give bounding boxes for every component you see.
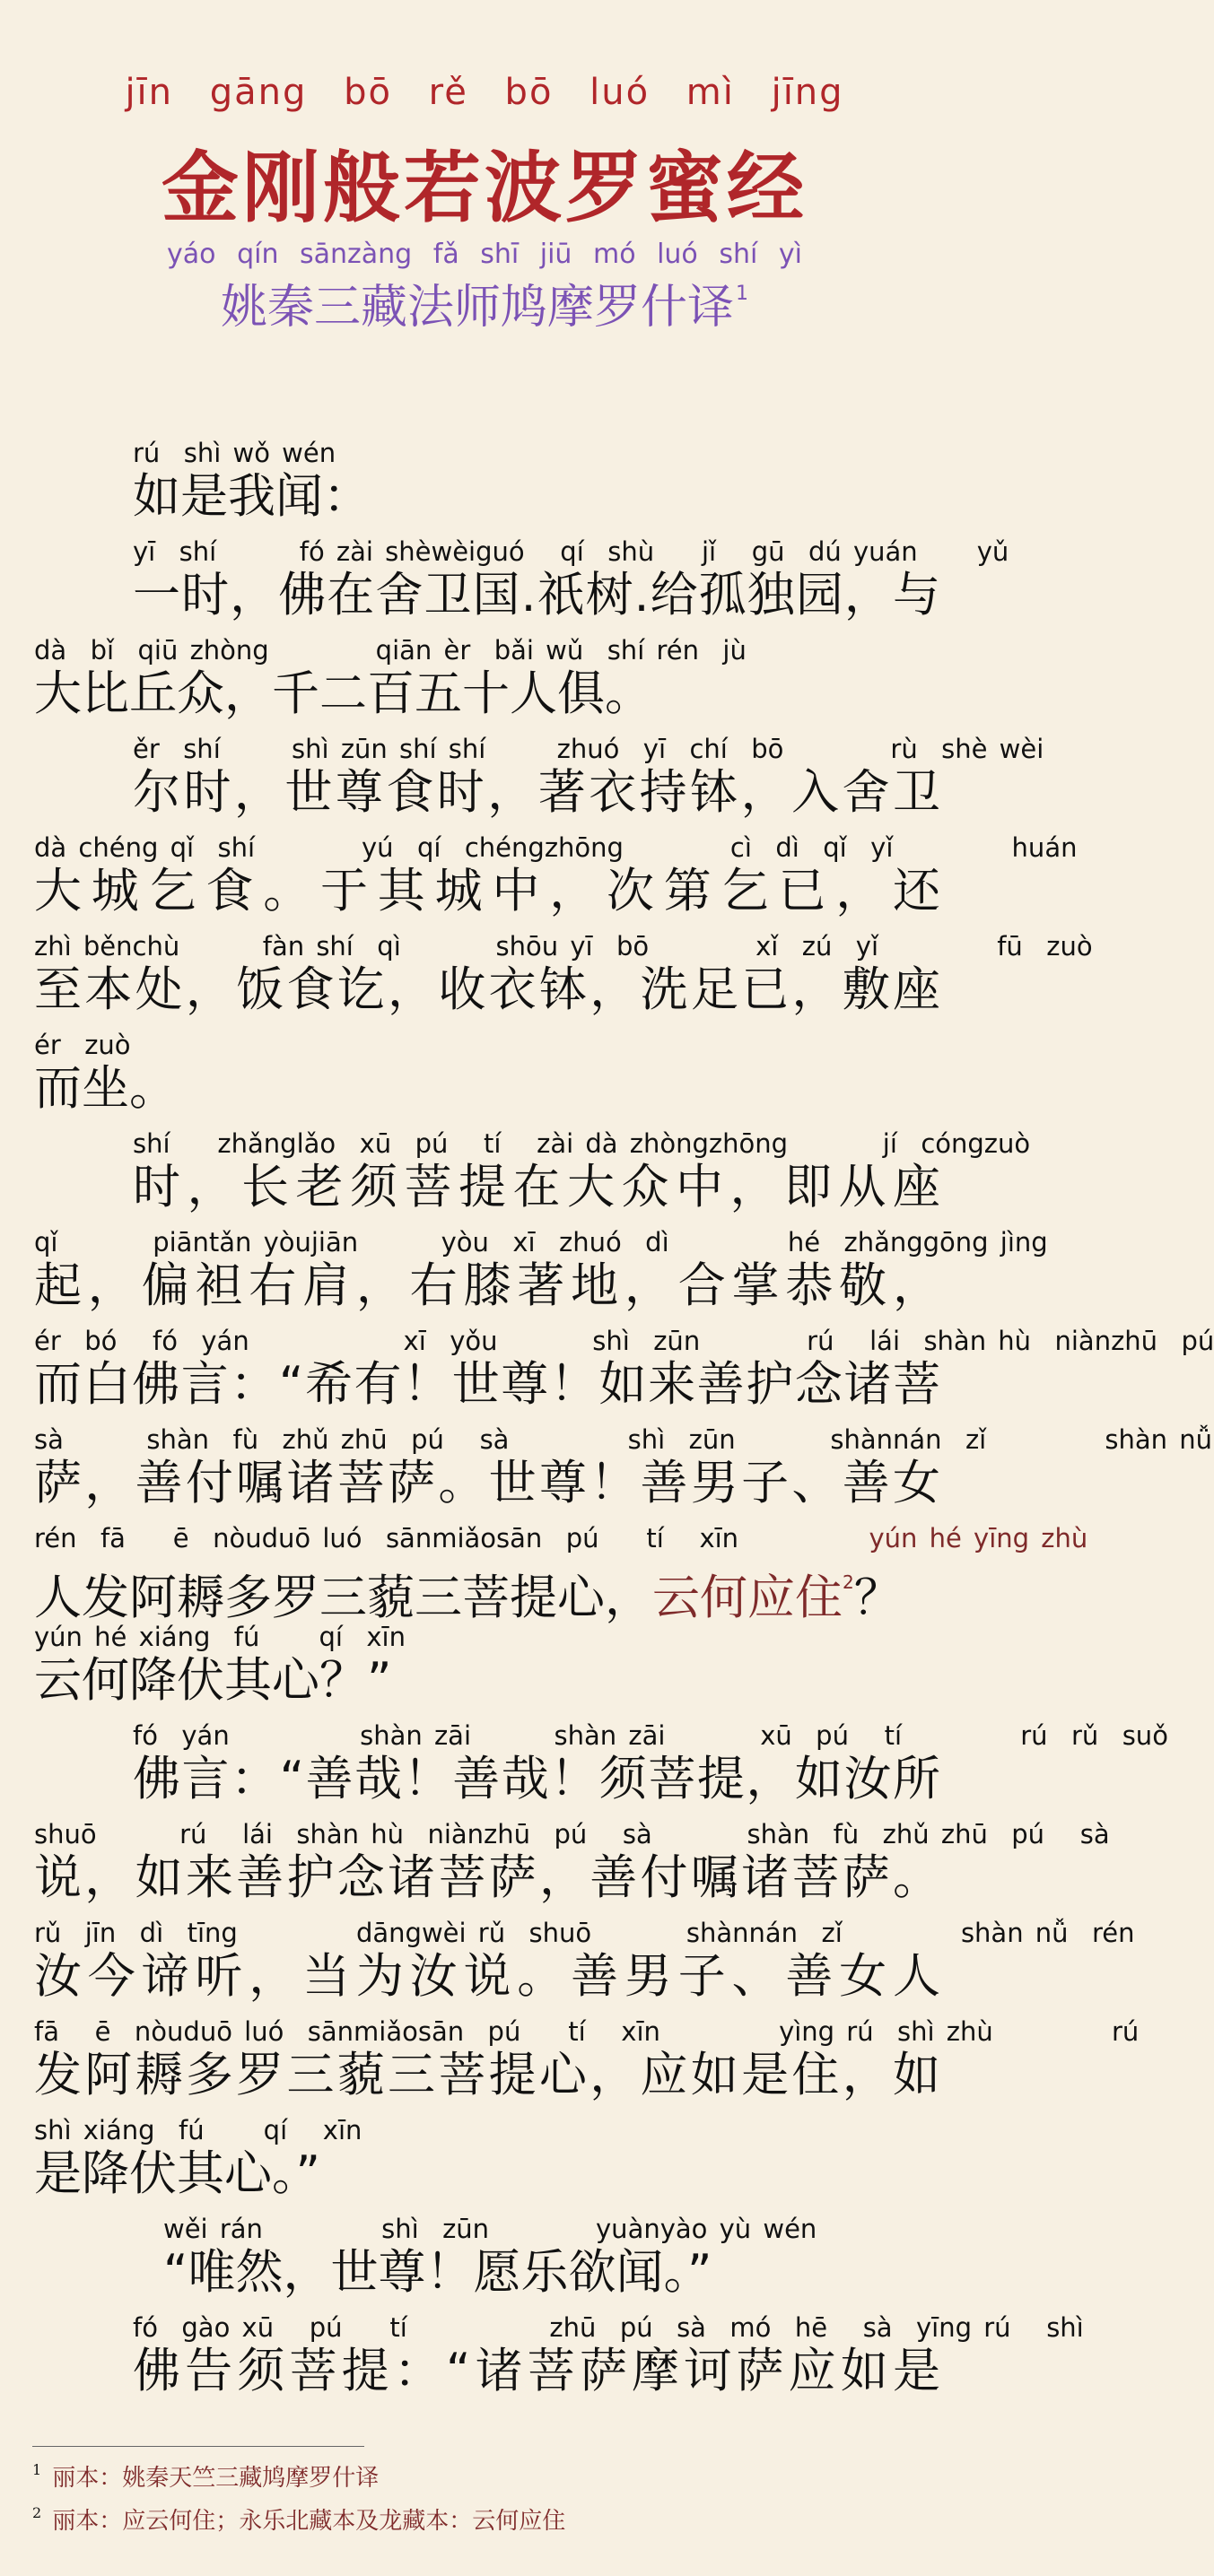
pinyin-row: fó yán shàn zāi shàn zāi xū pú tí rú rǔ suǒ bbox=[133, 1720, 1168, 1751]
pinyin-main: rén fā ē nòuduō luó sānmiǎosān pú tí xīn bbox=[34, 1523, 869, 1553]
text-line-19 bbox=[163, 2214, 940, 2302]
pinyin-row: wěi rán shì zūn yuànyào yù wén bbox=[163, 2214, 817, 2244]
pinyin-row: rú shì wǒ wén bbox=[133, 438, 336, 468]
text-line-10 bbox=[34, 1326, 1214, 1414]
hanzi-row: 大城乞食。于其城中，次第乞已，还 bbox=[34, 864, 940, 918]
footnote-1-text: 丽本：姚秦天竺三藏鸠摩罗什译 bbox=[52, 2465, 380, 2492]
hanzi-row: 大比丘众，千二百五十人俱。 bbox=[34, 666, 652, 721]
sutra-title: 金刚般若波罗蜜经 bbox=[162, 143, 808, 233]
title-pinyin: jīn gāng bō rě bō luó mì jīng bbox=[125, 72, 844, 113]
footnote-divider bbox=[32, 2446, 364, 2447]
footnote-1 bbox=[32, 2459, 379, 2493]
hanzi-row: 佛告须菩提：“诸菩萨摩诃萨应如是 bbox=[133, 2344, 940, 2398]
text-line-7 bbox=[34, 1030, 940, 1118]
pinyin-row: rǔ jīn dì tīng dāngwèi rǔ shuō shànnán zǐ shàn nǚ rén bbox=[34, 1918, 1135, 1948]
pinyin-row bbox=[34, 1523, 1088, 1553]
hanzi-tail: ？ bbox=[853, 1571, 902, 1625]
text-line-11 bbox=[34, 1424, 1213, 1512]
pinyin-row: sà shàn fù zhǔ zhū pú sà shì zūn shànnán zǐ shàn nǚ bbox=[34, 1424, 1213, 1455]
text-line-17 bbox=[34, 2016, 1140, 2104]
variant-reading: 云何应住 bbox=[652, 1571, 843, 1625]
pinyin-row: yún hé xiáng fú qí xīn bbox=[34, 1622, 406, 1652]
text-line-14 bbox=[133, 1720, 1168, 1808]
text-line-12 bbox=[34, 1523, 1088, 1625]
text-line-2 bbox=[133, 536, 1009, 624]
hanzi-row: 而坐。 bbox=[34, 1061, 177, 1116]
pinyin-row: shí zhǎnglǎo xū pú tí zài dà zhòngzhōng jí cóngzuò bbox=[133, 1128, 1031, 1159]
hanzi-row: 至本处，饭食讫，收衣钵，洗足已，敷座 bbox=[34, 962, 940, 1017]
hanzi-row: “唯然，世尊！愿乐欲闻。” bbox=[163, 2245, 712, 2300]
hanzi-row: 佛言：“善哉！善哉！须菩提，如汝所 bbox=[133, 1752, 940, 1806]
hanzi-row: 而白佛言：“希有！世尊！如来善护念诸菩 bbox=[34, 1357, 940, 1412]
hanzi-row: 云何降伏其心？” bbox=[34, 1653, 392, 1708]
hanzi-row: 如是我闻： bbox=[133, 469, 371, 524]
pinyin-row: yī shí fó zài shèwèiguó qí shù jǐ gū dú yuán yǔ bbox=[133, 536, 1009, 567]
pinyin-row: fó gào xū pú tí zhū pú sà mó hē sà yīng rú shì bbox=[133, 2312, 1084, 2343]
hanzi-row: 发阿耨多罗三藐三菩提心，应如是住，如 bbox=[34, 2048, 940, 2102]
author-pinyin: yáo qín sānzàng fǎ shī jiū mó luó shí yì bbox=[167, 239, 802, 270]
text-line-5 bbox=[34, 832, 1078, 920]
text-line-16 bbox=[34, 1918, 1135, 2006]
pinyin-row: dà chéng qǐ shí yú qí chéngzhōng cì dì qǐ yǐ huán bbox=[34, 832, 1078, 863]
footnote-1-mark: 1 bbox=[32, 2461, 42, 2478]
footnote-mark-2: 2 bbox=[843, 1571, 854, 1593]
hanzi-row bbox=[34, 1553, 940, 1625]
pinyin-row: ér bó fó yán xī yǒu shì zūn rú lái shàn hù niànzhū pú bbox=[34, 1326, 1214, 1356]
text-line-15 bbox=[34, 1819, 1110, 1907]
footnote-2-text: 丽本：应云何住；永乐北藏本及龙藏本：云何应住 bbox=[52, 2508, 566, 2535]
author-line bbox=[0, 269, 969, 336]
hanzi-row: 起，偏袒右肩，右膝著地，合掌恭敬， bbox=[34, 1258, 940, 1313]
pinyin-variant: yún hé yīng zhù bbox=[869, 1523, 1088, 1553]
author-footnote-mark: 1 bbox=[736, 283, 748, 305]
hanzi-row: 是降伏其心。” bbox=[34, 2146, 320, 2201]
text-line-1 bbox=[133, 438, 940, 526]
text-line-3 bbox=[34, 635, 940, 723]
hanzi-row: 一时，佛在舍卫国.祇树.给孤独园，与 bbox=[133, 568, 940, 622]
author-text: 姚秦三藏法师鸠摩罗什译 bbox=[220, 281, 734, 335]
hanzi-row: 说，如来善护念诸菩萨，善付嘱诸菩萨。 bbox=[34, 1850, 940, 1905]
hanzi-row: 时，长老须菩提在大众中，即从座 bbox=[133, 1160, 940, 1214]
text-line-20 bbox=[133, 2312, 1084, 2400]
footnote-2 bbox=[32, 2502, 565, 2536]
footnote-2-mark: 2 bbox=[32, 2504, 42, 2521]
pinyin-row: qǐ piāntǎn yòujiān yòu xī zhuó dì hé zhǎnggōng jìng bbox=[34, 1227, 1048, 1258]
hanzi-row: 尔时，世尊食时，著衣持钵，入舍卫 bbox=[133, 765, 940, 820]
text-line-9 bbox=[34, 1227, 1048, 1315]
text-line-18 bbox=[34, 2115, 940, 2203]
hanzi-row: 萨，善付嘱诸菩萨。世尊！善男子、善女 bbox=[34, 1456, 940, 1510]
hanzi-row: 汝今谛听，当为汝说。善男子、善女人 bbox=[34, 1949, 940, 2004]
pinyin-row: shì xiáng fú qí xīn bbox=[34, 2115, 362, 2145]
text-line-8 bbox=[133, 1128, 1031, 1216]
pinyin-row: fā ē nòuduō luó sānmiǎosān pú tí xīn yìng rú shì zhù rú bbox=[34, 2016, 1140, 2047]
text-line-4 bbox=[133, 734, 1044, 822]
pinyin-row: ér zuò bbox=[34, 1030, 131, 1060]
pinyin-row: ěr shí shì zūn shí shí zhuó yī chí bō rù shè wèi bbox=[133, 734, 1044, 764]
pinyin-row: dà bǐ qiū zhòng qiān èr bǎi wǔ shí rén jù bbox=[34, 635, 747, 666]
hanzi-main: 人发阿耨多罗三藐三菩提心， bbox=[34, 1571, 652, 1625]
pinyin-row: zhì běnchù fàn shí qì shōu yī bō xǐ zú yǐ fū zuò bbox=[34, 931, 1093, 962]
pinyin-row: shuō rú lái shàn hù niànzhū pú sà shàn fù zhǔ zhū pú sà bbox=[34, 1819, 1110, 1849]
text-line-6 bbox=[34, 931, 1093, 1019]
text-line-13 bbox=[34, 1622, 940, 1710]
